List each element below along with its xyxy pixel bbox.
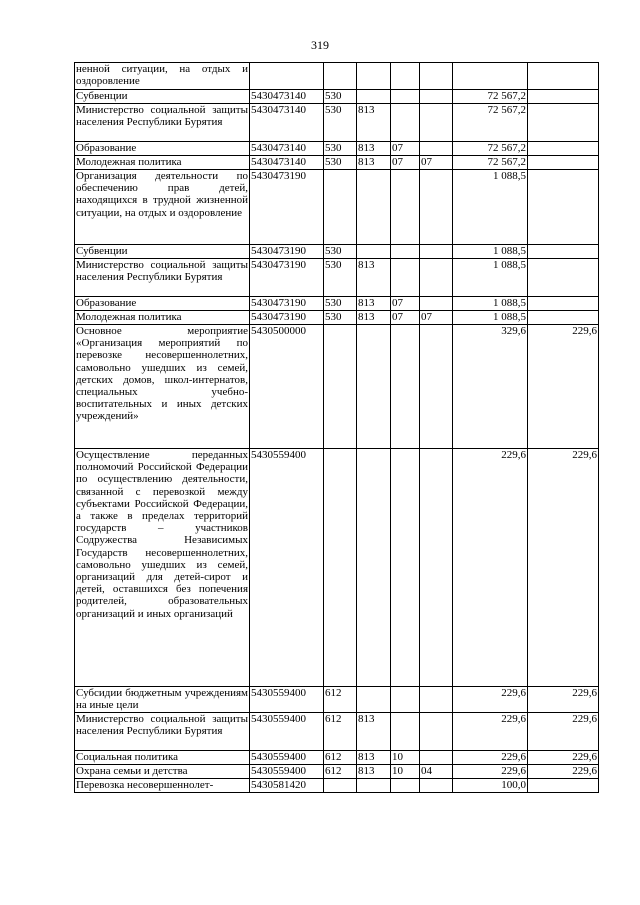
federal-amount-cell: 229,6 [528, 765, 599, 779]
ministry-code-cell: 813 [357, 297, 391, 311]
ministry-code-cell: 813 [357, 751, 391, 765]
amount-cell: 229,6 [453, 449, 528, 687]
section-code-cell [391, 325, 420, 449]
ministry-code-cell [357, 687, 391, 713]
section-code-cell [391, 245, 420, 259]
ministry-code-cell: 813 [357, 259, 391, 297]
amount-cell: 72 567,2 [453, 104, 528, 142]
expense-type-code-cell [324, 325, 357, 449]
table-row [75, 245, 599, 259]
expense-name-cell: Образование [75, 142, 250, 156]
expense-type-code-cell: 530 [324, 245, 357, 259]
federal-amount-cell: 229,6 [528, 325, 599, 449]
expense-name-cell: Министерство социальной защиты населения Республики Бурятия [75, 259, 250, 297]
target-article-code-cell: 5430500000 [250, 325, 324, 449]
federal-amount-cell [528, 779, 599, 793]
amount-cell: 1 088,5 [453, 245, 528, 259]
expense-name-cell: Охрана семьи и детства [75, 765, 250, 779]
amount-cell: 1 088,5 [453, 259, 528, 297]
ministry-code-cell: 813 [357, 104, 391, 142]
subsection-code-cell [420, 449, 453, 687]
table-row [75, 765, 599, 779]
expense-name-cell: Организация деятельности по обеспечению прав детей, находящихся в трудной жизненной ситуации, на отдых и оздоровление [75, 170, 250, 245]
target-article-code-cell: 5430559400 [250, 713, 324, 751]
federal-amount-cell: 229,6 [528, 687, 599, 713]
ministry-code-cell: 813 [357, 713, 391, 751]
amount-cell: 229,6 [453, 687, 528, 713]
target-article-code-cell: 5430473190 [250, 311, 324, 325]
amount-cell [453, 63, 528, 90]
federal-amount-cell [528, 90, 599, 104]
subsection-code-cell [420, 104, 453, 142]
section-code-cell: 07 [391, 156, 420, 170]
expense-name-cell: Социальная политика [75, 751, 250, 765]
expense-name-cell: Образование [75, 297, 250, 311]
subsection-code-cell [420, 142, 453, 156]
expense-type-code-cell: 612 [324, 765, 357, 779]
ministry-code-cell: 813 [357, 156, 391, 170]
subsection-code-cell [420, 751, 453, 765]
section-code-cell: 07 [391, 297, 420, 311]
section-code-cell [391, 779, 420, 793]
federal-amount-cell [528, 104, 599, 142]
federal-amount-cell [528, 311, 599, 325]
expense-name-cell: ненной ситуации, на отдых и оздоровление [75, 63, 250, 90]
ministry-code-cell: 813 [357, 765, 391, 779]
federal-amount-cell: 229,6 [528, 449, 599, 687]
table-row [75, 63, 599, 90]
expense-name-cell: Субсидии бюджетным учреждениям на иные цели [76, 687, 248, 712]
amount-cell: 229,6 [453, 713, 528, 751]
expense-name-cell: Перевозка несовершеннолет- [75, 779, 250, 793]
subsection-code-cell [420, 63, 453, 90]
section-code-cell [391, 90, 420, 104]
section-code-cell: 10 [391, 751, 420, 765]
target-article-code-cell: 5430473190 [250, 245, 324, 259]
amount-cell: 72 567,2 [453, 90, 528, 104]
subsection-code-cell [420, 713, 453, 751]
subsection-code-cell [420, 90, 453, 104]
target-article-code-cell: 5430581420 [250, 779, 324, 793]
amount-cell: 1 088,5 [453, 311, 528, 325]
expense-type-code-cell: 530 [324, 90, 357, 104]
expense-type-code-cell [324, 63, 357, 90]
amount-cell: 329,6 [453, 325, 528, 449]
target-article-code-cell: 5430559400 [250, 765, 324, 779]
table-row [75, 713, 599, 751]
target-article-code-cell: 5430559400 [250, 687, 324, 713]
section-code-cell: 10 [391, 765, 420, 779]
section-code-cell [391, 259, 420, 297]
federal-amount-cell [528, 156, 599, 170]
table-row [75, 297, 599, 311]
subsection-code-cell [420, 245, 453, 259]
amount-cell: 1 088,5 [453, 297, 528, 311]
table-row [75, 325, 599, 449]
target-article-code-cell: 5430559400 [250, 449, 324, 687]
amount-cell: 229,6 [453, 765, 528, 779]
ministry-code-cell [357, 449, 391, 687]
target-article-code-cell: 5430473190 [250, 297, 324, 311]
subsection-code-cell [420, 687, 453, 713]
subsection-code-cell [420, 297, 453, 311]
budget-table [74, 62, 599, 793]
table-row [75, 449, 599, 687]
federal-amount-cell [528, 63, 599, 90]
federal-amount-cell [528, 245, 599, 259]
target-article-code-cell: 5430473140 [250, 104, 324, 142]
section-code-cell [391, 687, 420, 713]
table-row [75, 259, 599, 297]
expense-name-cell: Министерство социальной защиты населения Республики Бурятия [75, 713, 250, 751]
federal-amount-cell [528, 142, 599, 156]
subsection-code-cell [420, 259, 453, 297]
expense-type-code-cell: 530 [324, 311, 357, 325]
expense-type-code-cell: 612 [324, 751, 357, 765]
table-row [75, 779, 599, 793]
ministry-code-cell [357, 170, 391, 245]
expense-type-code-cell: 612 [324, 687, 357, 713]
expense-name-cell: Основное мероприятие «Организация мероприятий по перевозке несовершеннолетних, самовольно ушедших из семей, детских домов, школ-интернатов, специальных учебно-воспитательных и иных детских учреждений» [75, 325, 250, 449]
table-row [75, 104, 599, 142]
section-code-cell [391, 449, 420, 687]
target-article-code-cell: 5430473190 [250, 259, 324, 297]
section-code-cell [391, 170, 420, 245]
expense-name-cell: Министерство социальной защиты населения Республики Бурятия [75, 104, 250, 142]
federal-amount-cell: 229,6 [528, 713, 599, 751]
target-article-code-cell [250, 63, 324, 90]
target-article-code-cell: 5430473140 [250, 90, 324, 104]
federal-amount-cell [528, 170, 599, 245]
ministry-code-cell [357, 779, 391, 793]
expense-type-code-cell [324, 779, 357, 793]
subsection-code-cell [420, 779, 453, 793]
expense-type-code-cell: 530 [324, 259, 357, 297]
section-code-cell [391, 104, 420, 142]
ministry-code-cell [357, 245, 391, 259]
amount-cell: 229,6 [453, 751, 528, 765]
table-row [75, 751, 599, 765]
table-row [75, 156, 599, 170]
expense-name-cell: Молодежная политика [75, 311, 250, 325]
ministry-code-cell [357, 90, 391, 104]
expense-type-code-cell: 530 [324, 297, 357, 311]
table-body [75, 63, 599, 793]
expense-name-cell: Осуществление переданных полномочий Российской Федерации по осуществлению деятельности, связанной с перевозкой между субъектами Российской Федерации, а также в пределах территорий государств – участников Содружества Независимых Государств несовершеннолетних, самовольно ушедших из семей, организаций для детей-сирот и детей, оставшихся без попечения родителей, образовательных организаций и иных организаций [75, 449, 250, 687]
subsection-code-cell: 07 [420, 311, 453, 325]
federal-amount-cell: 229,6 [528, 751, 599, 765]
subsection-code-cell [420, 325, 453, 449]
section-code-cell [391, 713, 420, 751]
ministry-code-cell: 813 [357, 142, 391, 156]
expense-type-code-cell: 530 [324, 104, 357, 142]
section-code-cell: 07 [391, 311, 420, 325]
expense-type-code-cell: 530 [324, 142, 357, 156]
ministry-code-cell [357, 325, 391, 449]
table-row [75, 170, 599, 245]
table-row [75, 687, 599, 713]
table-row [75, 142, 599, 156]
amount-cell: 72 567,2 [453, 156, 528, 170]
amount-cell: 100,0 [453, 779, 528, 793]
expense-type-code-cell: 530 [324, 156, 357, 170]
federal-amount-cell [528, 297, 599, 311]
expense-type-code-cell: 612 [324, 713, 357, 751]
expense-name-cell: Молодежная политика [75, 156, 250, 170]
expense-name-cell: Субвенции [75, 90, 250, 104]
amount-cell: 1 088,5 [453, 170, 528, 245]
ministry-code-cell: 813 [357, 311, 391, 325]
target-article-code-cell: 5430473140 [250, 156, 324, 170]
subsection-code-cell: 04 [420, 765, 453, 779]
table-row [75, 311, 599, 325]
page-number: 319 [311, 38, 329, 52]
ministry-code-cell [357, 63, 391, 90]
expense-name-cell: Субвенции [75, 245, 250, 259]
expense-type-code-cell [324, 449, 357, 687]
target-article-code-cell: 5430559400 [250, 751, 324, 765]
section-code-cell: 07 [391, 142, 420, 156]
target-article-code-cell: 5430473190 [250, 170, 324, 245]
federal-amount-cell [528, 259, 599, 297]
expense-type-code-cell [324, 170, 357, 245]
subsection-code-cell [420, 170, 453, 245]
target-article-code-cell: 5430473140 [250, 142, 324, 156]
section-code-cell [391, 63, 420, 90]
subsection-code-cell: 07 [420, 156, 453, 170]
table-row [75, 90, 599, 104]
amount-cell: 72 567,2 [453, 142, 528, 156]
